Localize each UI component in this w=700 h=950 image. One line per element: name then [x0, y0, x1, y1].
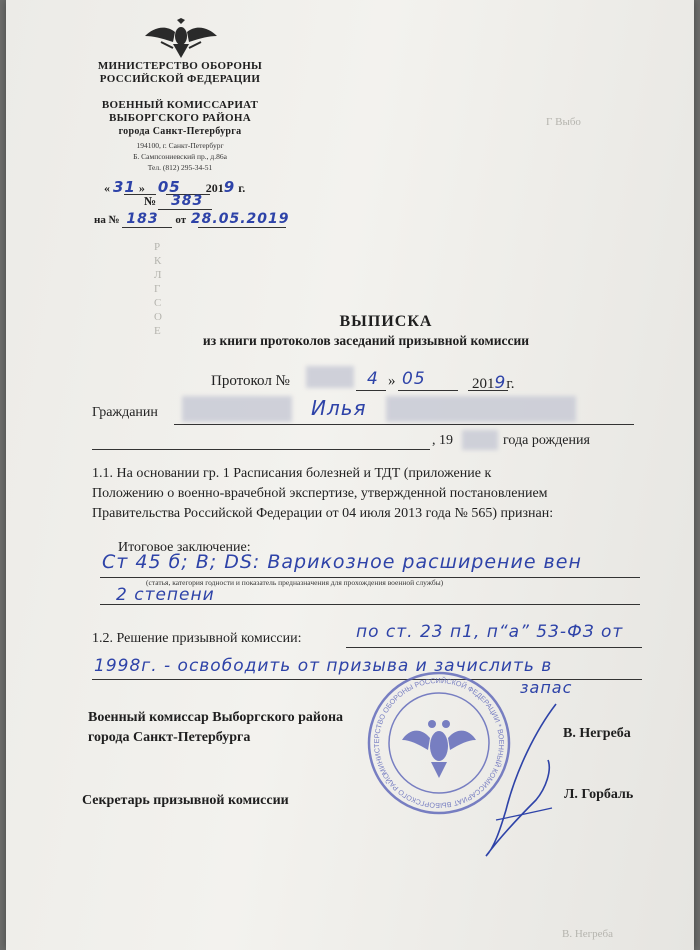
eagle-emblem-icon [143, 18, 219, 60]
document-subtitle: из книги протоколов заседаний призывной комиссии [202, 333, 530, 348]
phone-line: Тел. (812) 295-34-51 [147, 163, 213, 172]
ref-from: от [175, 214, 187, 226]
redacted-birth-year [462, 430, 498, 450]
document-title: ВЫПИСКА [339, 313, 433, 330]
address-line2: Б. Сампсониевский пр., д.86а [133, 152, 227, 161]
date-month: 05 [157, 178, 181, 196]
faded-margin-marks: Р К Л Г С О Е [154, 241, 162, 337]
bleed-through-text: Г Выбо [546, 116, 581, 128]
section-1-1-line3: Правительства Российской Федерации от 04 июля 2013 года № 565) признан: [92, 506, 554, 521]
secretary-name: Л. Горбаль [564, 787, 634, 802]
conclusion-handwritten: Ст 45 б; В; DS: Варикозное расширение вен [102, 551, 582, 573]
svg-text:МИНИСТЕРСТВО ОБОРОНЫ РОССИЙСКО: МИНИСТЕРСТВО ОБОРОНЫ РОССИЙСКОЙ ФЕДЕРАЦИИ * ВОЕННЫЙ КОМИССАРИАТ ВЫБОРГСКОГО РАЙОНА [371, 675, 507, 811]
protocol-year-suffix: г. [506, 376, 515, 392]
document-page [6, 0, 694, 950]
ref-number: 183 [126, 211, 159, 227]
protocol-month: 05 [402, 369, 426, 389]
ref-label: на № [94, 214, 120, 226]
protocol-year-prefix: 201 [472, 376, 495, 392]
commissariat-line1: ВОЕННЫЙ КОМИССАРИАТ [101, 99, 259, 111]
citizen-label: Гражданин [92, 405, 158, 420]
date-day: 31 [113, 178, 136, 196]
commissar-title-line2: города Санкт-Петербурга [88, 730, 251, 745]
secretary-label: Секретарь призывной комиссии [82, 793, 289, 808]
decision-label: 1.2. Решение призывной комиссии: [92, 631, 302, 646]
number-label: № [144, 194, 157, 208]
decision-handwritten-line2: 1998г. - освободить от призыва и зачислить в [94, 656, 553, 676]
conclusion-label: Итоговое заключение: [118, 540, 251, 555]
date-year-prefix: 201 [205, 181, 224, 195]
date-year-digit: 9 [223, 178, 236, 196]
redacted-protocol-number [306, 366, 354, 388]
commissar-signature [476, 700, 566, 860]
number-value: 383 [171, 193, 204, 209]
section-1-1-line2: Положению о военно-врачебной экспертизе, утвержденной постановлением [92, 486, 548, 501]
decision-handwritten-line3: запас [520, 678, 573, 697]
redacted-surname [182, 396, 292, 422]
decision-handwritten-line1: по ст. 23 п1, п“а” 53-ФЗ от [356, 622, 624, 642]
section-1-1-line1: 1.1. На основании гр. 1 Расписания болезней и ТДТ (приложение к [92, 466, 492, 481]
redacted-patronymic [386, 396, 576, 422]
protocol-day: 4 [367, 369, 379, 389]
protocol-label: Протокол № [211, 373, 290, 389]
protocol-sep: » [388, 373, 396, 389]
commissar-title-line1: Военный комиссар Выборгского района [88, 710, 344, 725]
citizen-first-name: Илья [311, 396, 367, 420]
conclusion-hint: (статья, категория годности и показатель предназначения для прохождения военной службы) [146, 578, 444, 587]
address-line1: 194100, г. Санкт-Петербург [136, 141, 224, 150]
outgoing-number [144, 193, 203, 209]
commissariat-line3: города Санкт-Петербурга [118, 126, 242, 137]
protocol-year-digit: 9 [494, 373, 507, 393]
reference-line [94, 211, 289, 227]
date-year-suffix: г. [238, 181, 246, 195]
ref-date: 28.05.2019 [190, 211, 290, 227]
ministry-line2: РОССИЙСКОЙ ФЕДЕРАЦИИ [99, 73, 261, 85]
birth-year-prefix: , 19 [432, 433, 453, 448]
birth-year-label: года рождения [503, 433, 590, 448]
commissar-name: В. Негреба [563, 726, 631, 741]
commissariat-line2: ВЫБОРГСКОГО РАЙОНА [109, 112, 251, 124]
bleed-through-name: В. Негреба [562, 928, 614, 940]
date-open-quote: « [104, 181, 110, 195]
ministry-line1: МИНИСТЕРСТВО ОБОРОНЫ [97, 60, 263, 72]
conclusion-handwritten-2: 2 степени [116, 585, 215, 605]
date-close-quote: » [138, 181, 145, 195]
